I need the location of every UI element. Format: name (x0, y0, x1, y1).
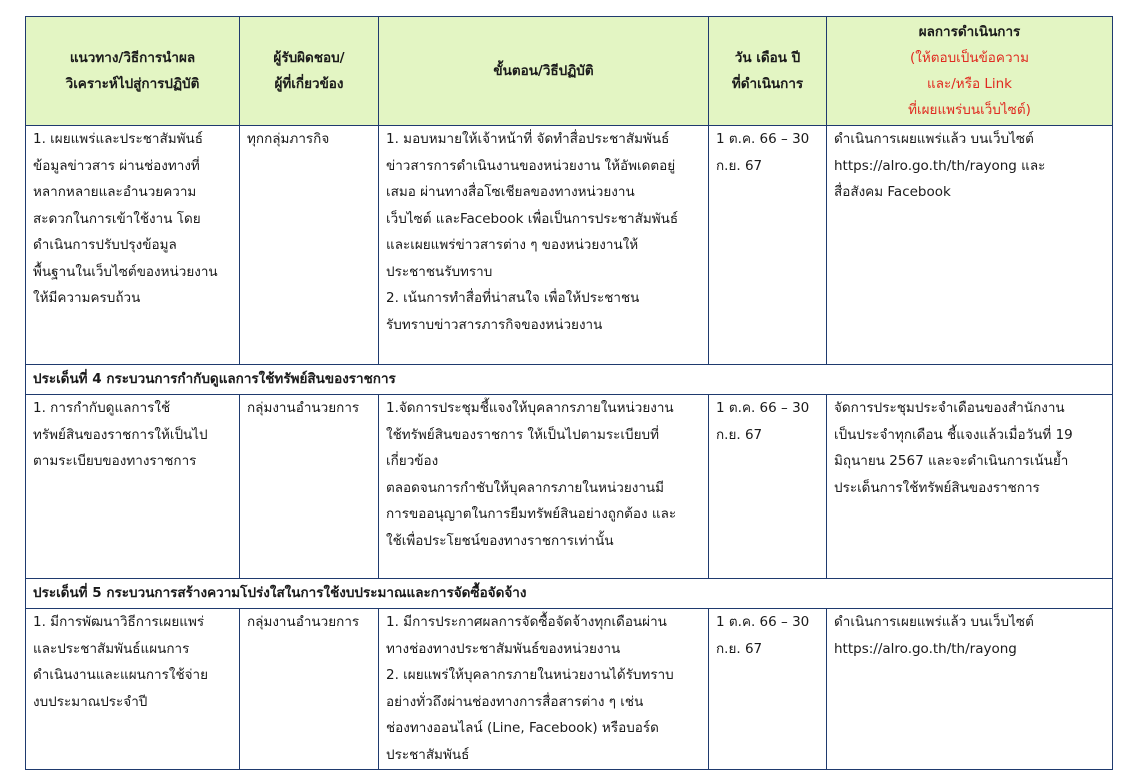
text-line: ทรัพย์สินของราชการให้เป็นไป (33, 426, 208, 443)
text-line: 2. เน้นการทำสื่อที่น่าสนใจ เพื่อให้ประชาชน (386, 290, 640, 306)
text-line: ประเด็นการใช้ทรัพย์สินของราชการ (834, 479, 1040, 496)
text-line: ประชาชนรับทราบ (386, 263, 493, 280)
table-row (26, 395, 1113, 579)
text-line: รับทราบข่าวสารภารกิจของหน่วยงาน (386, 316, 603, 333)
text-line: 1. เผยแพร่และประชาสัมพันธ์ (33, 131, 204, 147)
table-row (26, 609, 1113, 770)
header-date (709, 17, 827, 126)
text-line: ให้มีความครบถ้วน (33, 290, 141, 306)
procedure-cell (379, 395, 709, 579)
text-line: ข่าวสารการดำเนินงานของหน่วยงาน ให้อัพเดตอยู่ (386, 157, 676, 174)
section-row (26, 365, 1113, 395)
text-line: ดำเนินการเผยแพร่แล้ว บนเว็บไซต์ (834, 131, 1034, 147)
text-line: 1. มีการประกาศผลการจัดซื้อจัดจ้างทุกเดือนผ่าน (386, 614, 667, 630)
text-line: 1 ต.ค. 66 – 30 (716, 614, 810, 630)
text-line: ตามระเบียบของทางราชการ (33, 453, 197, 469)
text-line: สื่อสังคม Facebook (834, 184, 951, 200)
date-cell (709, 609, 827, 770)
text-line: https://alro.go.th/th/rayong (834, 640, 1017, 657)
header-result-note-2: และ/หรือ Link (927, 76, 1012, 92)
text-line: ก.ย. 67 (716, 640, 763, 657)
text-line: 2. เผยแพร่ให้บุคลากรภายในหน่วยงานได้รับทราบ (386, 667, 674, 683)
date-cell (709, 126, 827, 365)
date-cell (709, 395, 827, 579)
text-line: ทุกกลุ่มภารกิจ (247, 131, 330, 147)
text-line: เป็นประจำทุกเดือน ชี้แจงแล้วเมื่อวันที่ 19 (834, 426, 1073, 443)
action-plan-table (25, 16, 1113, 770)
guideline-cell (26, 395, 240, 579)
text-line: ทางช่องทางประชาสัมพันธ์ของหน่วยงาน (386, 640, 621, 657)
section-heading-5: ประเด็นที่ 5 กระบวนการสร้างความโปร่งใสในการใช้งบประมาณและการจัดซื้อจัดจ้าง (26, 579, 1113, 609)
procedure-cell (379, 126, 709, 365)
text-line: พื้นฐานในเว็บไซต์ของหน่วยงาน (33, 263, 218, 280)
header-result-note-1: (ให้ตอบเป็นข้อความ (909, 50, 1030, 66)
guideline-cell (26, 609, 240, 770)
text-line: ข้อมูลข่าวสาร ผ่านช่องทางที่ (33, 157, 200, 174)
header-guideline-line-1: แนวทาง/วิธีการนำผล (69, 50, 196, 66)
text-line: 1. มอบหมายให้เจ้าหน้าที่ จัดทำสื่อประชาสัมพันธ์ (386, 131, 670, 147)
header-procedure (379, 17, 709, 126)
responsible-cell (240, 395, 379, 579)
text-line: ดำเนินการปรับปรุงข้อมูล (33, 237, 177, 253)
text-line: ก.ย. 67 (716, 426, 763, 443)
header-guideline-line-2: วิเคราะห์ไปสู่การปฏิบัติ (65, 76, 200, 92)
text-line: https://alro.go.th/th/rayong และ (834, 157, 1046, 174)
text-line: งบประมาณประจำปี (33, 693, 148, 710)
table-row (26, 126, 1113, 365)
text-line: ใช้ทรัพย์สินของราชการ ให้เป็นไปตามระเบียบที่ (386, 426, 659, 443)
header-responsible-line-2: ผู้ที่เกี่ยวข้อง (274, 76, 344, 92)
text-line: เว็บไซต์ และFacebook เพื่อเป็นการประชาสัมพันธ์ (386, 210, 679, 227)
text-line: สะดวกในการเข้าใช้งาน โดย (33, 210, 201, 227)
text-line: ก.ย. 67 (716, 157, 763, 174)
guideline-cell (26, 126, 240, 365)
header-date-line-1: วัน เดือน ปี (734, 50, 801, 66)
header-result-note-3: ที่เผยแพร่บนเว็บไซต์) (908, 102, 1031, 118)
header-responsible (240, 17, 379, 126)
result-cell (827, 609, 1113, 770)
text-line: เกี่ยวข้อง (386, 453, 439, 469)
header-row (26, 17, 1113, 126)
text-line: 1 ต.ค. 66 – 30 (716, 400, 810, 416)
header-date-line-2: ที่ดำเนินการ (731, 76, 804, 92)
text-line: ดำเนินการเผยแพร่แล้ว บนเว็บไซต์ (834, 614, 1034, 630)
text-line: 1 ต.ค. 66 – 30 (716, 131, 810, 147)
section-row (26, 579, 1113, 609)
header-procedure-line-1: ขั้นตอน/วิธีปฏิบัติ (493, 63, 594, 79)
result-cell (827, 395, 1113, 579)
section-heading-4: ประเด็นที่ 4 กระบวนการกำกับดูแลการใช้ทรัพย์สินของราชการ (26, 365, 1113, 395)
text-line: ประชาสัมพันธ์ (386, 746, 470, 763)
text-line: กลุ่มงานอำนวยการ (247, 614, 360, 630)
text-line: และเผยแพร่ข่าวสารต่าง ๆ ของหน่วยงานให้ (386, 237, 639, 253)
responsible-cell (240, 126, 379, 365)
text-line: 1. การกำกับดูแลการใช้ (33, 400, 171, 416)
responsible-cell (240, 609, 379, 770)
header-result (827, 17, 1113, 126)
header-result-title: ผลการดำเนินการ (918, 24, 1021, 40)
text-line: อย่างทั่วถึงผ่านช่องทางการสื่อสารต่าง ๆ เช่น (386, 693, 644, 710)
text-line: ช่องทางออนไลน์ (Line, Facebook) หรือบอร์ด (386, 720, 659, 736)
text-line: กลุ่มงานอำนวยการ (247, 400, 360, 416)
text-line: ดำเนินงานและแผนการใช้จ่าย (33, 667, 209, 683)
text-line: ใช้เพื่อประโยชน์ของทางราชการเท่านั้น (386, 532, 614, 549)
text-line: 1. มีการพัฒนาวิธีการเผยแพร่ (33, 614, 205, 630)
header-responsible-line-1: ผู้รับผิดชอบ/ (273, 50, 345, 66)
text-line: เสมอ ผ่านทางสื่อโซเชียลของทางหน่วยงาน (386, 184, 635, 200)
text-line: มิถุนายน 2567 และจะดำเนินการเน้นย้ำ (834, 453, 1069, 469)
text-line: และประชาสัมพันธ์แผนการ (33, 640, 190, 657)
header-guideline (26, 17, 240, 126)
text-line: หลากหลายและอำนวยความ (33, 184, 197, 200)
text-line: ตลอดจนการกำชับให้บุคลากรภายในหน่วยงานมี (386, 479, 665, 496)
procedure-cell (379, 609, 709, 770)
text-line: 1.จัดการประชุมชี้แจงให้บุคลากรภายในหน่วยงาน (386, 400, 674, 416)
result-cell (827, 126, 1113, 365)
text-line: การขออนุญาตในการยืมทรัพย์สินอย่างถูกต้อง และ (386, 506, 677, 522)
text-line: จัดการประชุมประจำเดือนของสำนักงาน (834, 400, 1065, 416)
